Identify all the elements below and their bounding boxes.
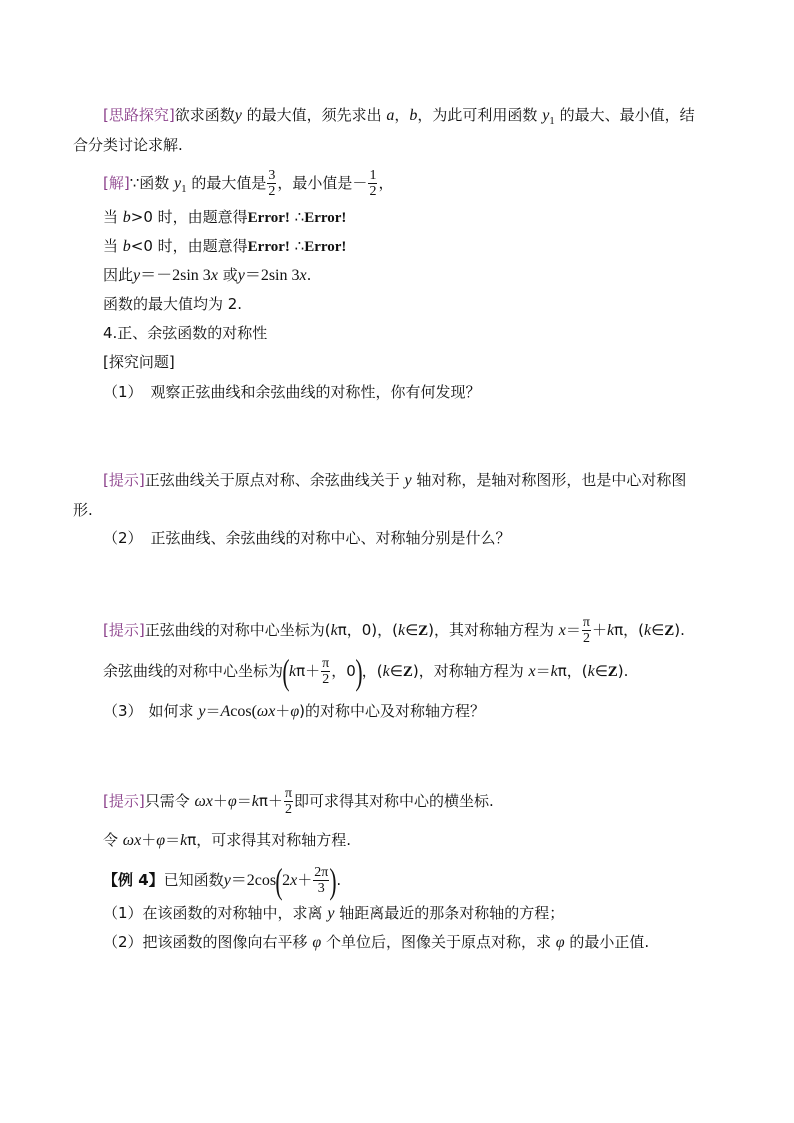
text: 如何求 <box>148 702 199 720</box>
text: 因此 <box>103 266 134 284</box>
denominator: 2 <box>284 802 292 817</box>
text: ， <box>378 174 394 192</box>
left-paren: ( <box>282 651 290 692</box>
idea-tag: [思路探究] <box>103 106 175 124</box>
example-question-1 <box>103 903 564 924</box>
subscript: 1 <box>549 115 555 127</box>
text: . <box>306 266 312 284</box>
var-A: A <box>220 703 231 720</box>
hint-2-line2 <box>103 652 628 691</box>
var-b: b <box>122 209 131 226</box>
var-k: k <box>180 832 188 849</box>
text: π＋ <box>258 792 283 810</box>
numerator: π <box>582 615 590 630</box>
text: ，为此可利用函数 <box>417 106 543 124</box>
error-field: Error! <box>247 210 290 226</box>
text: ＝ <box>535 662 551 680</box>
numerator: 1 <box>369 168 377 183</box>
var-k: k <box>382 663 390 680</box>
text: π，可求得其对称轴方程. <box>187 831 351 849</box>
text: ，最小值是－ <box>277 174 368 192</box>
text: π＋ <box>296 662 321 680</box>
hint-1-line2 <box>73 500 93 520</box>
text: 余弦曲线的对称中心坐标为 <box>103 662 284 680</box>
text: 正弦曲线、余弦曲线的对称中心、对称轴分别是什么？ <box>150 529 511 547</box>
subscript: 1 <box>181 183 187 195</box>
var-k: k <box>607 622 615 639</box>
var-k: k <box>289 663 297 680</box>
text: ∈ <box>389 662 403 680</box>
fraction-pi-over-2 <box>284 786 293 817</box>
var-a: a <box>386 107 395 124</box>
var-y: y <box>404 472 412 489</box>
text: ，( <box>361 662 383 680</box>
error-field: Error! <box>247 239 290 255</box>
text: ∈ <box>594 662 608 680</box>
inquiry-tag: [探究问题] <box>103 353 175 371</box>
var-y: y <box>234 107 242 124</box>
var-omega: ω <box>194 793 206 810</box>
var-k: k <box>644 622 652 639</box>
example-question-2 <box>103 932 649 953</box>
question-number: （3） <box>103 702 143 720</box>
fraction-pi-over-2 <box>321 656 330 687</box>
text: ＝2cos <box>230 872 277 889</box>
var-omega: ω <box>256 703 269 720</box>
var-k: k <box>587 663 595 680</box>
text: ＋ <box>297 871 313 889</box>
var-k: k <box>397 622 406 639</box>
text: 正弦曲线关于原点对称、余弦曲线关于 <box>144 471 405 489</box>
set-Z: Z <box>607 664 618 680</box>
text: （1）在该函数的对称轴中，求离 <box>103 904 328 922</box>
text: ＋ <box>275 702 291 720</box>
text: 函数的最大值均为 2. <box>103 295 243 313</box>
var-x: x <box>268 703 276 720</box>
question-3 <box>103 701 485 722</box>
text: ＋ <box>592 621 608 639</box>
question-2 <box>103 528 511 548</box>
text: 即可求得其对称中心的横坐标. <box>294 792 494 810</box>
var-phi: φ <box>156 832 166 849</box>
text: ＋ <box>212 792 228 810</box>
text: 个单位后，图像关于原点对称，求 <box>321 933 556 951</box>
var-phi: φ <box>290 703 300 720</box>
set-Z: Z <box>664 623 675 639</box>
section-title <box>103 323 267 343</box>
var-y1: y <box>542 107 550 124</box>
var-x: x <box>210 267 218 284</box>
text: 的最大值，须先求出 <box>241 106 387 124</box>
var-k: k <box>330 622 338 639</box>
denominator: 2 <box>268 184 276 199</box>
denominator: 2 <box>369 184 377 199</box>
fraction-max <box>267 168 276 199</box>
example-4-line <box>103 860 341 901</box>
var-x: x <box>528 663 536 680</box>
var-y: y <box>223 872 231 889</box>
text: 已知函数 <box>163 871 224 889</box>
text: . <box>336 871 342 889</box>
conclusion-line <box>103 265 311 286</box>
var-x: x <box>205 793 213 810</box>
text: π，( <box>614 621 645 639</box>
question-1 <box>103 382 481 402</box>
text: ). <box>617 662 629 680</box>
text: 轴距离最近的那条对称轴的方程； <box>334 904 565 922</box>
case-b-negative <box>103 236 346 257</box>
left-paren: ( <box>275 860 283 901</box>
var-k: k <box>251 793 259 810</box>
text: cos( <box>230 703 257 720</box>
var-y: y <box>237 267 245 284</box>
text: 只需令 <box>144 792 195 810</box>
solution-tag: [解] <box>103 174 130 192</box>
hint-3-line1 <box>103 783 494 820</box>
var-b: b <box>122 238 131 255</box>
idea-paragraph-line2 <box>73 135 183 155</box>
text: 令 <box>103 831 123 849</box>
text: 的最大、最小值，结 <box>554 106 695 124</box>
text: ∈ <box>651 621 665 639</box>
fraction-min <box>368 168 377 199</box>
text: ＝ <box>165 831 181 849</box>
text: ). <box>674 621 685 639</box>
text: ＝2sin 3 <box>244 267 300 284</box>
text: 合分类讨论求解. <box>73 136 183 154</box>
text: 的最大值是 <box>186 174 267 192</box>
var-omega: ω <box>122 832 135 849</box>
text: ∴ <box>289 237 305 255</box>
var-k: k <box>550 663 558 680</box>
var-x: x <box>134 832 142 849</box>
text: ， <box>394 106 410 124</box>
var-phi: φ <box>555 934 565 951</box>
var-y: y <box>327 905 335 922</box>
text: ＋ <box>141 831 157 849</box>
text: 当 <box>103 208 123 226</box>
numerator: π <box>322 656 330 671</box>
error-field: Error! <box>304 210 347 226</box>
text: ＝ <box>205 702 221 720</box>
hint-1-line1 <box>103 470 686 491</box>
hint-2-line1 <box>103 612 685 649</box>
hint-tag: [提示] <box>103 621 145 639</box>
var-x: x <box>299 267 307 284</box>
text: π，( <box>557 662 588 680</box>
numerator: 2π <box>314 865 329 880</box>
right-paren: ) <box>355 651 363 692</box>
text: >0 时，由题意得 <box>130 208 248 226</box>
var-x: x <box>290 872 298 889</box>
hint-tag: [提示] <box>103 471 145 489</box>
text: <0 时，由题意得 <box>130 237 248 255</box>
text: 欲求函数 <box>174 106 235 124</box>
text: ∵函数 <box>129 174 175 192</box>
hint-3-line2 <box>103 830 351 851</box>
text: 或 <box>217 266 238 284</box>
case-b-positive <box>103 207 346 228</box>
var-b: b <box>409 107 418 124</box>
text: )，对称轴方程为 <box>412 662 529 680</box>
text: 4.正、余弦函数的对称性 <box>103 324 268 342</box>
set-Z: Z <box>418 623 429 639</box>
error-field: Error! <box>304 239 347 255</box>
example-label: 【例 4】 <box>103 871 164 889</box>
max-value-line <box>103 294 242 314</box>
text: 形. <box>73 501 93 519</box>
hint-tag: [提示] <box>103 792 145 810</box>
solution-line <box>103 165 393 207</box>
text: 观察正弦曲线和余弦曲线的对称性，你有何发现？ <box>150 383 481 401</box>
fraction-2pi-over-3 <box>313 865 329 896</box>
text: 轴对称，是轴对称图形，也是中心对称图 <box>411 471 687 489</box>
text: ∈ <box>405 621 419 639</box>
var-y: y <box>133 267 141 284</box>
denominator: 2 <box>322 672 330 687</box>
var-y1: y <box>174 175 182 192</box>
question-number: （2） <box>103 529 143 547</box>
numerator: π <box>284 786 293 801</box>
text: 的最小正值. <box>564 933 650 951</box>
numerator: 3 <box>268 168 276 183</box>
fraction-pi-over-2 <box>582 615 591 646</box>
right-paren: ) <box>329 860 337 901</box>
text: 2 <box>282 872 291 889</box>
var-x: x <box>558 622 566 639</box>
question-number: （1） <box>103 383 143 401</box>
text: )的对称中心及对称轴方程？ <box>299 702 486 720</box>
text: π，0)，( <box>337 621 398 639</box>
text: ∴ <box>289 208 305 226</box>
text: ，0 <box>331 662 356 680</box>
denominator: 3 <box>317 881 325 896</box>
text: 当 <box>103 237 123 255</box>
var-y: y <box>198 703 206 720</box>
idea-paragraph-line1 <box>103 105 695 131</box>
denominator: 2 <box>582 631 590 646</box>
inquiry-heading <box>103 352 175 372</box>
text: )，其对称轴方程为 <box>428 621 559 639</box>
var-phi: φ <box>227 793 237 810</box>
text: ＝ <box>565 621 581 639</box>
set-Z: Z <box>402 664 413 680</box>
text: ＝ <box>236 792 252 810</box>
var-phi: φ <box>312 934 322 951</box>
text: （2）把该函数的图像向右平移 <box>103 933 313 951</box>
text: ＝－2sin 3 <box>140 267 211 284</box>
text: 正弦曲线的对称中心坐标为( <box>144 621 331 639</box>
